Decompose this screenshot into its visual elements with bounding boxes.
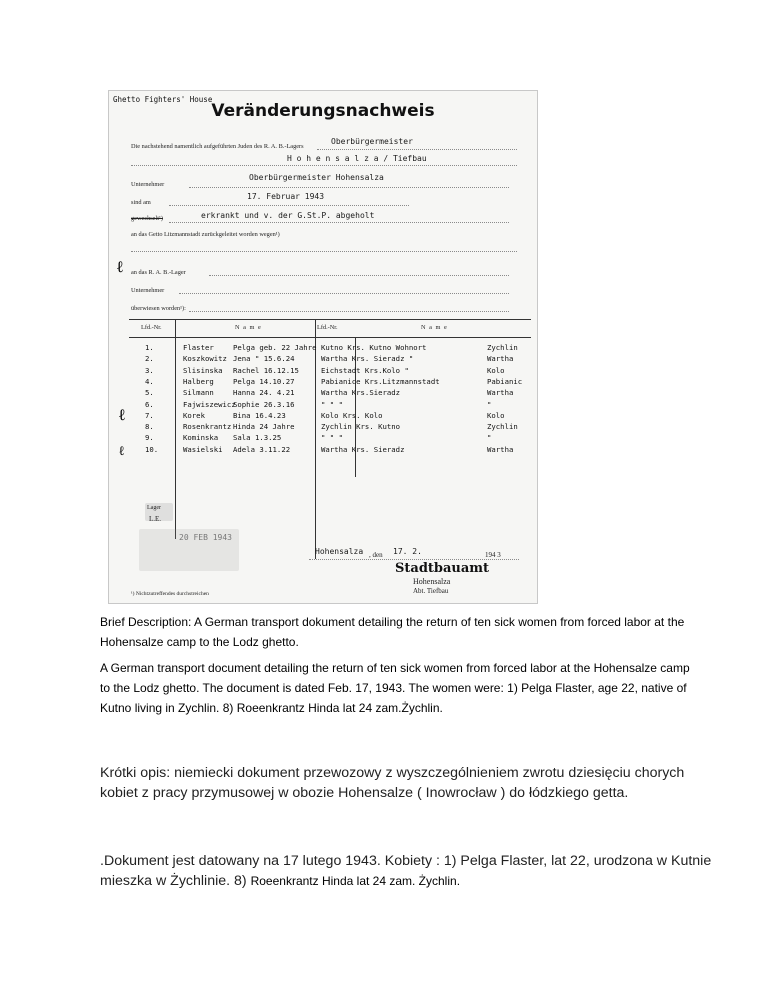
cell-name: Silmann [183, 388, 214, 398]
cell-name: Korek [183, 410, 205, 420]
table-row [109, 433, 537, 444]
cell-nr: 10. [145, 444, 159, 454]
stamp-text: Lager [147, 505, 161, 511]
document-title: Veränderungsnachweis [211, 101, 435, 121]
cell-first: Pelga geb. 22 Jahre [233, 343, 317, 352]
cell-name: Kominska [183, 433, 219, 443]
cell-residence: " [487, 399, 492, 409]
col-name: N a m e [235, 324, 262, 331]
table-header-border [129, 337, 531, 338]
rule [169, 205, 409, 206]
caption-polish-full-tail: Roeenkrantz Hinda lat 24 zam. Żychlin. [250, 874, 461, 888]
cell-name: Fajwiszewicz [183, 399, 236, 409]
cell-first: Adela 3.11.22 [233, 444, 291, 454]
rule [189, 311, 509, 312]
rule [309, 559, 519, 560]
cell-name: Halberg [183, 376, 214, 386]
date-stamp: 20 FEB 1943 [179, 533, 232, 542]
cell-residence: Zychlin [487, 422, 518, 432]
cell-nr: 6. [145, 399, 154, 409]
cell-residence: " [487, 433, 492, 443]
an-das-label: an das R. A. B.-Lager [131, 269, 186, 276]
cell-first: Sophie 26.3.16 [233, 399, 295, 409]
hand-mark: ℓ [117, 257, 123, 276]
footnote: ¹) Nichtzutreffendes durchstreichen [131, 591, 209, 597]
rule [169, 222, 509, 223]
cell-name: Slisinska [183, 365, 223, 375]
cell-first: Hinda 24 Jahre [233, 422, 295, 432]
cell-name: Rosenkrantz [183, 422, 232, 432]
scanned-document [108, 90, 538, 604]
unternehmer2-label: Unternehmer [131, 287, 165, 294]
cell-residence: Kolo [487, 365, 505, 375]
unternehmer-typed: Oberbürgermeister Hohensalza [249, 173, 384, 182]
office-stamp: Stadtbauamt [395, 561, 490, 576]
table-row [109, 377, 537, 388]
cell-nr: 8. [145, 422, 154, 432]
col-name2: N a m e [421, 324, 448, 331]
unternehmer-label: Unternehmer [131, 181, 165, 188]
table-row [109, 445, 537, 456]
cell-first: Pelga 14.10.27 [233, 376, 295, 386]
cell-residence: Zychlin [487, 343, 518, 352]
rule [189, 187, 509, 188]
cell-residence: Pabianic [487, 376, 523, 386]
cell-residence: Wartha [487, 444, 514, 454]
rule [209, 275, 509, 276]
cell-origin: " " " [321, 433, 343, 443]
cell-nr: 3. [145, 365, 154, 375]
gewechselt-label: gewechselt¹) [131, 215, 163, 222]
rule [179, 293, 509, 294]
cell-origin: Wartha Krs. Sieradz " [321, 354, 414, 364]
ueberwiesen-label: überwiesen worden¹): [131, 305, 186, 312]
place-typed: Hohensalza [315, 547, 364, 556]
office-stamp-sub1: Hohensalza [413, 577, 451, 586]
caption-polish-brief: Krótki opis: niemiecki dokument przewozowy z wyszczególnieniem zwrotu dziesięciu chorych kobiet z pracy przymusowej w obozie Hohensalze ( Inowrocław ) do łódzkiego getta. [100, 765, 685, 801]
caption-polish-full [100, 851, 720, 891]
cell-origin: Eichstadt Krs.Kolo " [321, 365, 409, 375]
stamp-text: L.E. [149, 515, 162, 523]
col-lfd-nr2: Lfd.-Nr. [317, 324, 338, 331]
cell-first: Rachel 16.12.15 [233, 365, 299, 375]
sind-am-typed: 17. Februar 1943 [247, 192, 325, 201]
den-typed: 17. 2. [393, 547, 422, 556]
col-lfd-nr: Lfd.-Nr. [141, 324, 162, 331]
line1-typed: Oberbürgermeister [331, 137, 413, 146]
table-row [109, 354, 537, 365]
zurueck-label: an das Getto Litzmannstadt zurückgeleitet worden wegen¹) [131, 231, 280, 238]
sind-am-label: sind am [131, 199, 151, 206]
cell-nr: 5. [145, 388, 154, 398]
cell-nr: 1. [145, 343, 154, 352]
table-row [109, 388, 537, 399]
table-row [109, 422, 537, 433]
cell-nr: 7. [145, 410, 154, 420]
cell-residence: Kolo [487, 410, 505, 420]
cell-nr: 9. [145, 433, 154, 443]
rule [131, 165, 517, 166]
cell-name: Koszkowitz [183, 354, 227, 364]
table-row [109, 411, 537, 422]
hand-mark: ℓ [119, 444, 124, 459]
cell-origin: " " " [321, 399, 343, 409]
table-row [109, 400, 537, 411]
cell-first: Jena " 15.6.24 [233, 354, 295, 364]
hand-mark: ℓ [119, 405, 125, 424]
den-label: , den [369, 551, 383, 559]
cell-nr: 4. [145, 376, 154, 386]
table-row [109, 366, 537, 377]
rule [317, 149, 517, 150]
cell-origin: Wartha Krs. Sieradz [321, 444, 405, 454]
cell-nr: 2. [145, 354, 154, 364]
rule [131, 251, 517, 252]
caption-english-full: A German transport document detailing the return of ten sick women from forced labor at the Hohensalze camp to the Lodz ghetto. The document is dated Feb. 17, 1943. The women were: 1) Pelga Flaster, age 22, native of Kutno living in Zychlin. 8) Roeenkrantz Hinda lat 24 zam.Żychlin. [100, 661, 690, 715]
year-label: 194 3 [485, 551, 501, 559]
cell-name: Wasielski [183, 444, 223, 454]
line1-printed: Die nachstehend namentlich aufgeführten Juden des R. A. B.-Lagers [131, 143, 304, 150]
cell-origin: Kutno Krs. Kutno Wohnort [321, 343, 427, 352]
table-top-border [129, 319, 531, 320]
cell-first: Bina 16.4.23 [233, 410, 286, 420]
caption-english-brief: Brief Description: A German transport dokument detailing the return of ten sick women from forced labor at the Hohensalze camp to the Lodz ghetto. [100, 615, 685, 649]
archive-stamp: Ghetto Fighters' House [113, 95, 213, 104]
line2-typed: H o h e n s a l z a / Tiefbau [287, 154, 427, 163]
office-stamp-sub2: Abt. Tiefbau [413, 587, 449, 595]
caption-polish-full-main: .Dokument jest datowany na 17 lutego 1943. Kobiety : 1) Pelga Flaster, lat 22, urodzona w Kutnie mieszka w Żychlinie. 8) [100, 853, 712, 889]
cell-residence: Wartha [487, 354, 514, 364]
cell-origin: Pabianice Krs.Litzmannstadt [321, 376, 440, 386]
cell-first: Hanna 24. 4.21 [233, 388, 295, 398]
erkrankt-typed: erkrankt und v. der G.St.P. abgeholt [201, 211, 375, 220]
cell-origin: Kolo Krs. Kolo [321, 410, 383, 420]
cell-residence: Wartha [487, 388, 514, 398]
cell-first: Sala 1.3.25 [233, 433, 282, 443]
cell-name: Flaster [183, 343, 214, 352]
cell-origin: Wartha Krs.Sieradz [321, 388, 401, 398]
cell-origin: Zychlin Krs. Kutno [321, 422, 401, 432]
table-row [109, 343, 537, 354]
